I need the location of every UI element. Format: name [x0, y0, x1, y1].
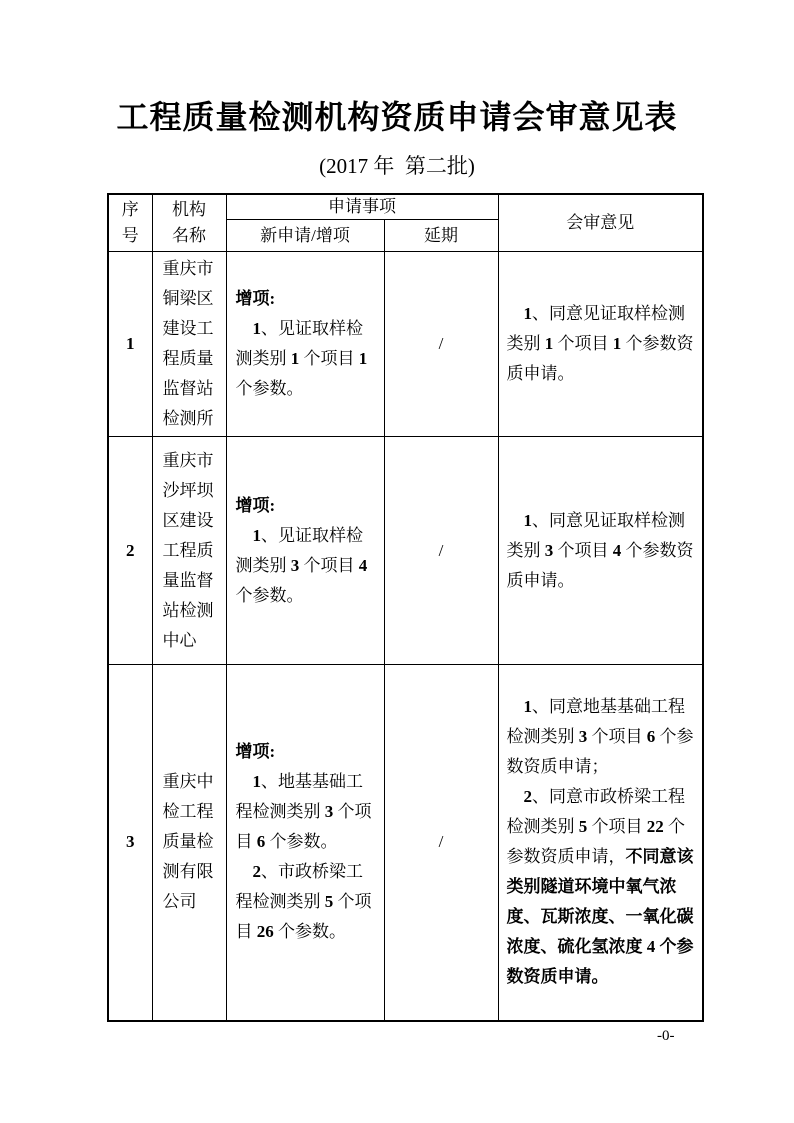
opinion-item: 1、同意见证取样检测类别 3 个项目 4 个参数资质申请。 — [506, 510, 694, 590]
org-name-cell — [152, 252, 226, 437]
header-seq — [108, 194, 152, 252]
opinion-cell — [498, 437, 703, 665]
apply-label: 增项: — [235, 742, 276, 762]
opinion-cell — [498, 252, 703, 437]
page-title: 工程质量检测机构资质申请会审意见表 — [116, 99, 678, 135]
seq-cell: 1 — [108, 252, 152, 437]
page-number: -0- — [657, 1028, 675, 1044]
opinion-item — [507, 782, 697, 992]
apply-cell — [226, 252, 384, 437]
org-name: 重庆市铜梁区建设工程质量监督站检测所 — [162, 259, 214, 428]
seq-cell: 3 — [108, 665, 152, 1021]
apply-item: 1、见证取样检测类别 3 个项目 4 个参数。 — [235, 525, 368, 605]
apply-label: 增项: — [235, 289, 276, 308]
delay-cell: / — [384, 437, 498, 665]
header-row-top — [108, 194, 703, 220]
seq-cell: 2 — [108, 437, 152, 665]
apply-item: 1、地基基础工程检测类别 3 个项目 6 个参数。 — [235, 772, 372, 852]
opinion-text-bold: 不同意该类别隧道环境中氧气浓度、瓦斯浓度、一氧化碳浓度、硫化氢浓度 4 个参数资质申请。 — [506, 847, 694, 987]
review-table — [107, 193, 704, 1022]
apply-label: 增项: — [235, 495, 276, 515]
opinion-item: 1、同意见证取样检测类别 1 个项目 1 个参数资质申请。 — [506, 304, 694, 383]
delay-cell: / — [384, 665, 498, 1021]
header-org-label: 机构名称 — [172, 200, 206, 245]
header-org — [152, 194, 226, 252]
table-row — [108, 252, 703, 437]
apply-item: 1、见证取样检测类别 1 个项目 1 个参数。 — [235, 319, 368, 398]
header-apply-delay: 延期 — [384, 220, 498, 252]
header-seq-label: 序号 — [121, 200, 139, 245]
opinion-text-normal: 2、同意市政桥梁工程检测类别 5 个项目 22 个参数资质申请， — [506, 787, 685, 867]
header-apply: 申请事项 — [226, 194, 498, 220]
org-name: 重庆中检工程质量检测有限公司 — [162, 772, 214, 912]
table-row — [108, 437, 703, 665]
org-name: 重庆市沙坪坝区建设工程质量监督站检测中心 — [162, 450, 214, 650]
page-subtitle: (2017 年 第二批) — [319, 154, 475, 178]
delay-cell: / — [384, 252, 498, 437]
header-apply-new: 新申请/增项 — [226, 220, 384, 252]
header-opinion: 会审意见 — [498, 194, 703, 252]
apply-cell — [226, 665, 384, 1021]
apply-cell — [226, 437, 384, 665]
org-name-cell — [152, 665, 226, 1021]
opinion-cell — [498, 665, 703, 1021]
apply-item: 2、市政桥梁工程检测类别 5 个项目 26 个参数。 — [235, 862, 372, 942]
opinion-item: 1、同意地基基础工程检测类别 3 个项目 6 个参数资质申请； — [506, 697, 694, 777]
org-name-cell — [152, 437, 226, 665]
table-row — [108, 665, 703, 1021]
